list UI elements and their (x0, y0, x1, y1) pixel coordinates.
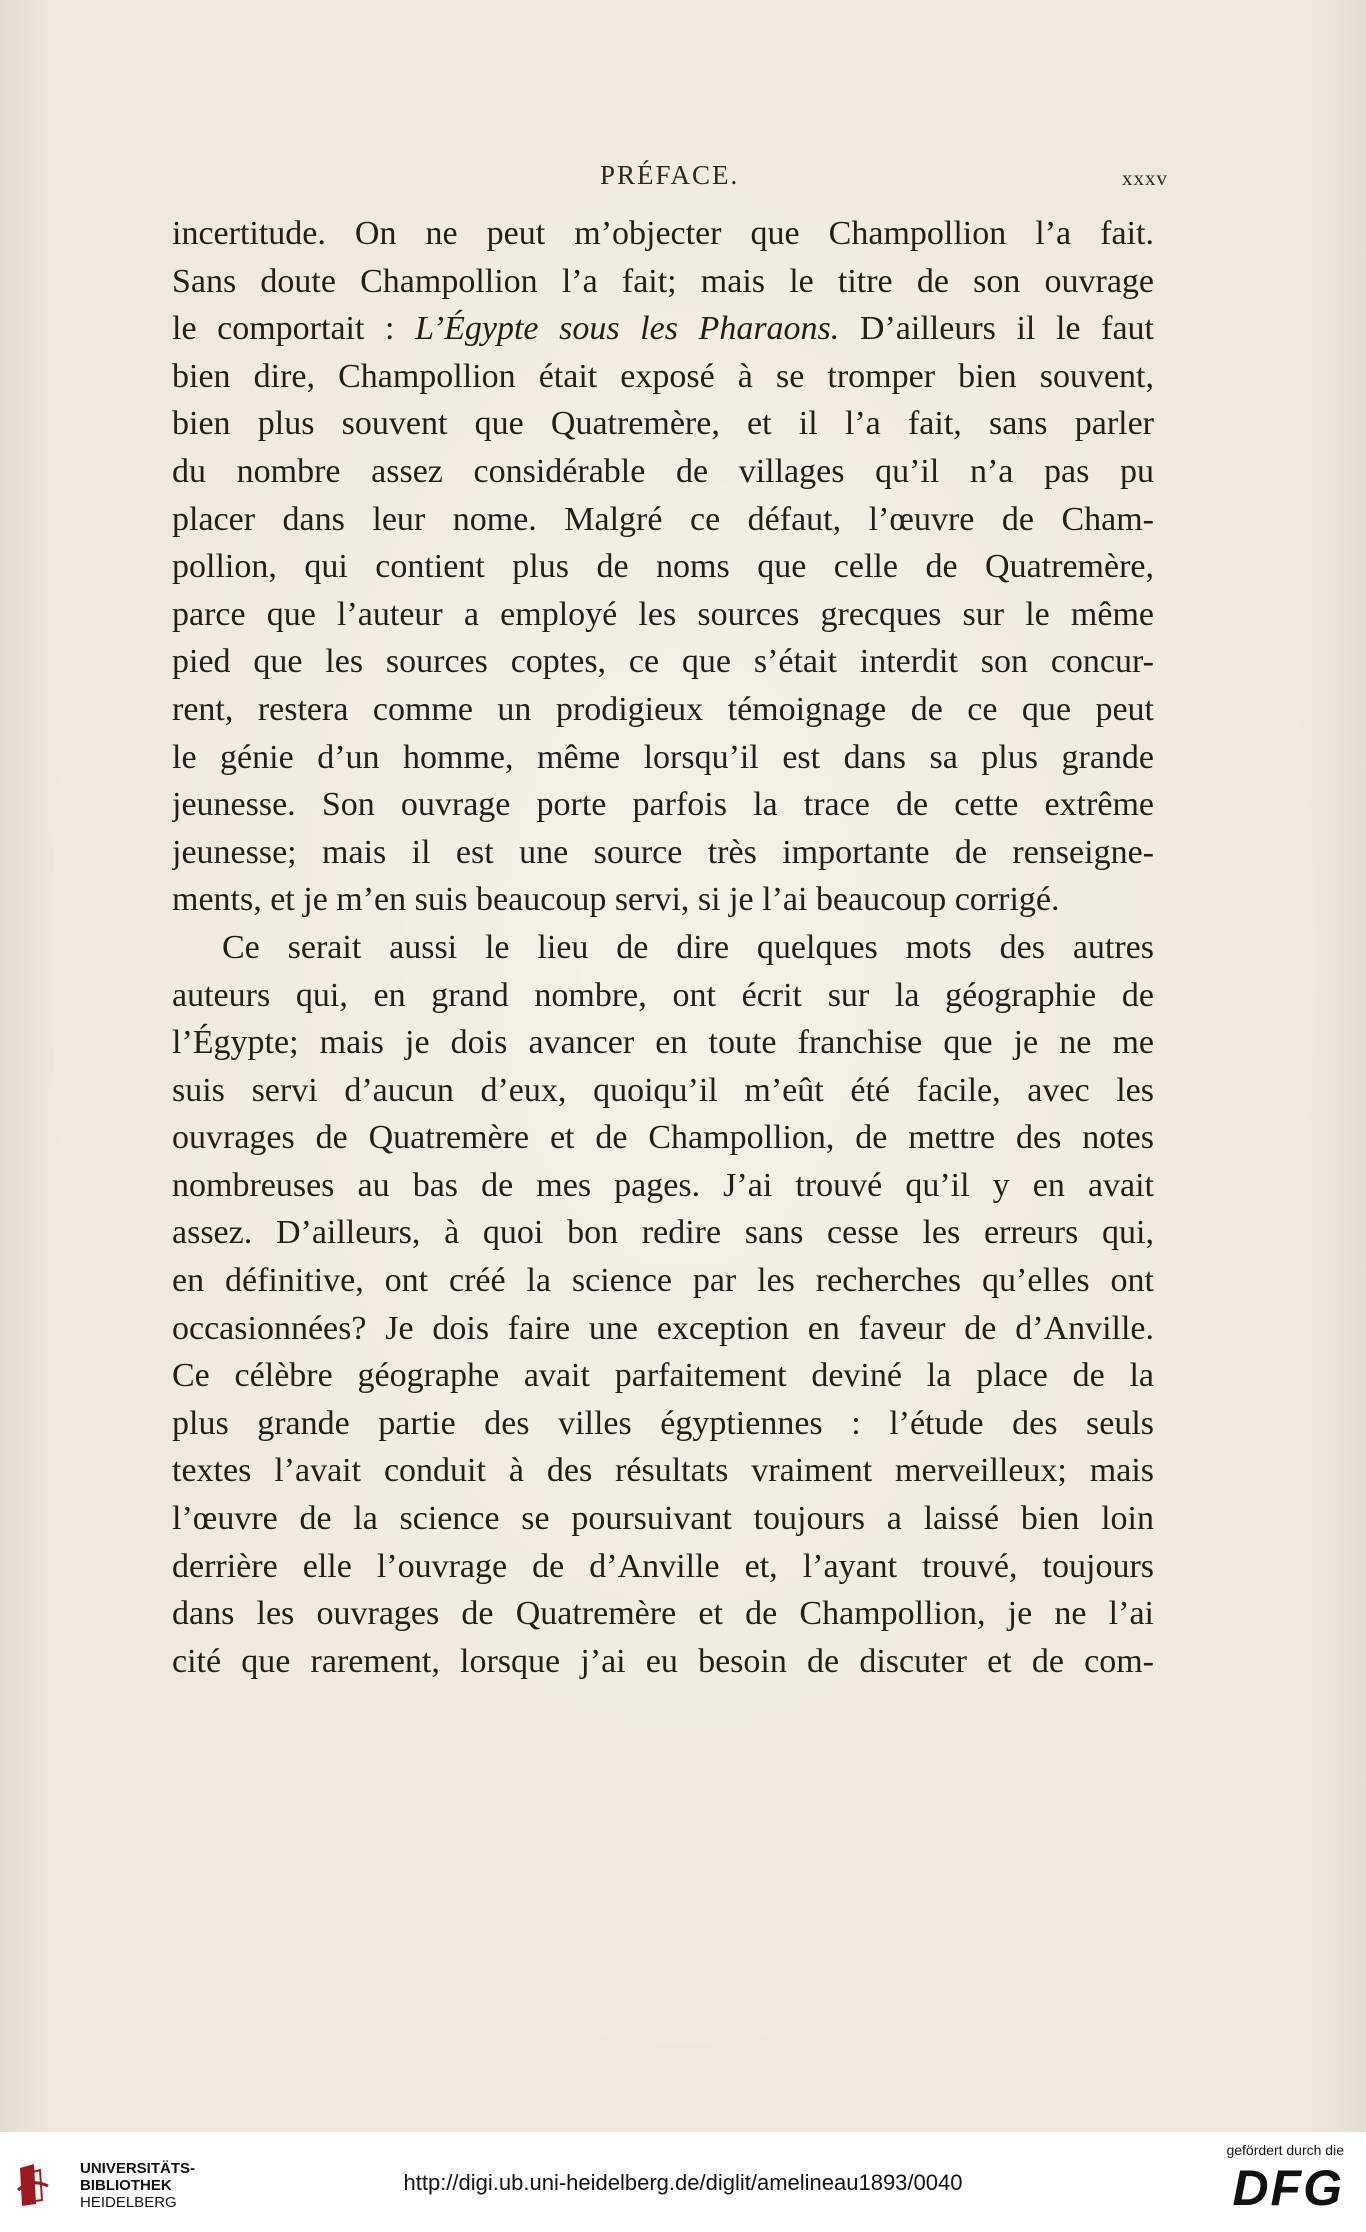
text-line: placer dans leur nome. Malgré ce défaut, l’œuvre de Cham- (172, 500, 1154, 538)
text-line: nombreuses au bas de mes pages. J’ai trouvé qu’il y en avait (172, 1166, 1154, 1204)
running-head (0, 160, 1366, 200)
library-name-line: BIBLIOTHEK (80, 2177, 172, 2194)
text-line: cité que rarement, lorsque j’ai eu besoin de discuter et de com- (172, 1642, 1154, 1680)
text-line: occasionnées? Je dois faire une exception en faveur de d’Anville. (172, 1309, 1154, 1347)
text-line: parce que l’auteur a employé les sources grecques sur le même (172, 595, 1154, 633)
text-line: l’œuvre de la science se poursuivant toujours a laissé bien loin (172, 1500, 1154, 1538)
permalink-url[interactable]: http://digi.ub.uni-heidelberg.de/diglit/amelineau1893/0040 (403, 2170, 963, 2195)
text-line: auteurs qui, en grand nombre, ont écrit sur la géographie de (172, 976, 1154, 1014)
paragraph-start-line: Ce serait aussi le lieu de dire quelques mots des autres (222, 928, 1154, 966)
page-folio: xxxv (1122, 166, 1168, 190)
text-line: assez. D’ailleurs, à quoi bon redire sans cesse les erreurs qui, (172, 1214, 1154, 1252)
text-segment: le comportait : (172, 310, 395, 348)
library-name-line: HEIDELBERG (80, 2194, 177, 2211)
text-line: plus grande partie des villes égyptiennes : l’étude des seuls (172, 1404, 1154, 1442)
text-line: le génie d’un homme, même lorsqu’il est dans sa plus grande (172, 738, 1154, 776)
text-line: bien dire, Champollion était exposé à se tromper bien souvent, (172, 357, 1154, 395)
text-line: dans les ouvrages de Quatremère et de Champollion, je ne l’ai (172, 1595, 1154, 1633)
book-title: L’Égypte sous les Pharaons. (415, 310, 840, 348)
funder-credit (1194, 2142, 1344, 2216)
text-line: jeunesse; mais il est une source très importante de renseigne- (172, 833, 1154, 871)
library-name-line: UNIVERSITÄTS- (80, 2160, 196, 2177)
text-line: incertitude. On ne peut m’objecter que Champollion l’a fait. (172, 215, 1154, 252)
text-line: jeunesse. Son ouvrage porte parfois la trace de cette extrême (172, 786, 1154, 824)
digitization-footer (0, 2132, 1366, 2232)
text-line: du nombre assez considérable de villages qu’il n’a pas pu (172, 452, 1154, 490)
text-line: suis servi d’aucun d’eux, quoiqu’il m’eût été facile, avec les (172, 1071, 1154, 1109)
text-line: pied que les sources coptes, ce que s’était interdit son concur- (172, 643, 1154, 681)
dfg-logo: DFG (1232, 2160, 1344, 2216)
paragraph-end-line: ments, et je m’en suis beaucoup servi, si je l’ai beaucoup corrigé. (172, 881, 1060, 919)
text-segment: D’ailleurs il le faut (859, 310, 1154, 348)
funder-note: gefördert durch die (1226, 2142, 1344, 2158)
text-line: Ce célèbre géographe avait parfaitement deviné la place de la (172, 1357, 1154, 1395)
text-line: l’Égypte; mais je dois avancer en toute franchise que je ne me (172, 1024, 1154, 1062)
text-line: en définitive, ont créé la science par les recherches qu’elles ont (172, 1262, 1154, 1300)
text-line-with-title (172, 305, 1154, 353)
text-line: Sans doute Champollion l’a fait; mais le titre de son ouvrage (172, 262, 1154, 300)
text-line: bien plus souvent que Quatremère, et il l’a fait, sans parler (172, 405, 1154, 443)
body-text (172, 210, 1154, 1685)
text-line: derrière elle l’ouvrage de d’Anville et, l’ayant trouvé, toujours (172, 1547, 1154, 1585)
text-line: rent, restera comme un prodigieux témoignage de ce que peut (172, 690, 1154, 728)
text-line: pollion, qui contient plus de noms que celle de Quatremère, (172, 548, 1154, 586)
running-title: PRÉFACE. (600, 160, 740, 190)
text-line: textes l’avait conduit à des résultats vraiment merveilleux; mais (172, 1452, 1154, 1490)
text-line: ouvrages de Quatremère et de Champollion, de mettre des notes (172, 1119, 1154, 1157)
